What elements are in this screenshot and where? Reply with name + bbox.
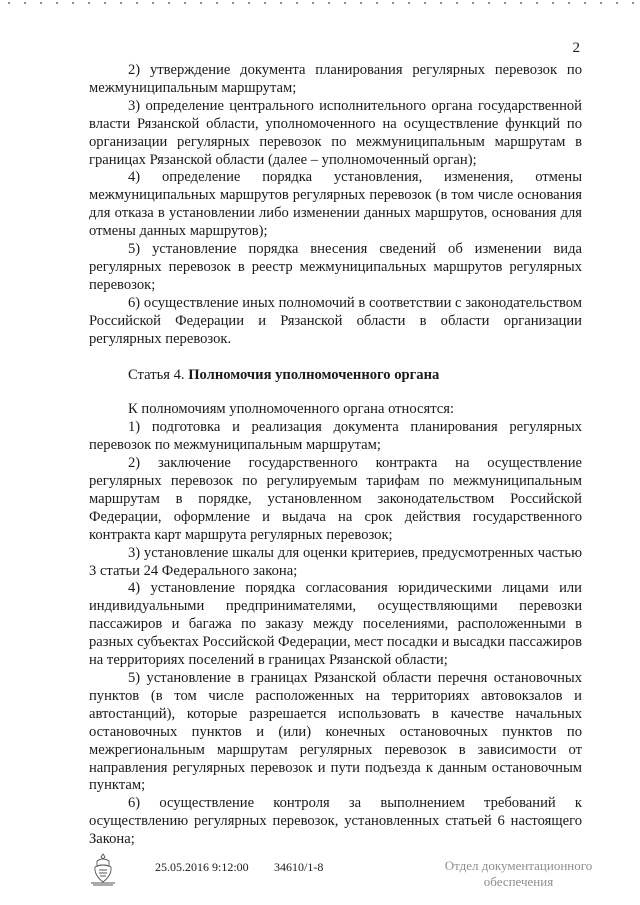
binding-dot <box>184 2 186 4</box>
binding-dot <box>248 2 250 4</box>
binding-dot <box>88 2 90 4</box>
paragraph: 3) установление шкалы для оценки критериев, предусмотренных частью 3 статьи 24 Федерального закона; <box>89 544 582 579</box>
article-heading <box>89 367 582 385</box>
paragraph: 1) подготовка и реализация документа планирования регулярных перевозок по межмуниципальным маршрутам; <box>89 419 582 454</box>
binding-dot <box>312 2 314 4</box>
page-number: 2 <box>572 40 580 56</box>
binding-dot <box>200 2 202 4</box>
binding-dot <box>72 2 74 4</box>
paragraph: 2) заключение государственного контракта на осуществление регулярных перевозок по регулируемым тарифам по межмуниципальным маршрутам в порядке, установленном законодательством Российской Федерации, оформление и выдача на срок действия государственного контракта карт маршрута регулярных перевозок; <box>89 455 582 543</box>
binding-dot <box>440 2 442 4</box>
paragraph: К полномочиям уполномоченного органа относятся: <box>128 401 455 418</box>
binding-dot <box>408 2 410 4</box>
binding-dot <box>24 2 26 4</box>
article-title: Полномочия уполномоченного органа <box>188 366 440 383</box>
footer-date: 25.05.2016 9:12:00 <box>155 860 249 874</box>
binding-dot <box>600 2 602 4</box>
binding-dot <box>120 2 122 4</box>
binding-dot <box>456 2 458 4</box>
binding-dot <box>488 2 490 4</box>
paragraph: 5) установление в границах Рязанской области перечня остановочных пунктов (в том числе расположенных на территориях автовокзалов и автостанций), которые разрешается использовать в качестве начальных остановочных пунктов и (или) конечных остановочных пунктов по межрегиональным маршрутам регулярных перевозок в зависимости от направления регулярных перевозок и пути подъезда к данным остановочным пунктам; <box>89 670 582 794</box>
binding-dot <box>216 2 218 4</box>
binding-dot <box>168 2 170 4</box>
binding-dot <box>296 2 298 4</box>
document-body <box>89 62 582 849</box>
paragraph: 6) осуществление контроля за выполнением требований к осуществлению регулярных перевозок, установленных статьей 6 настоящего Закона; <box>89 795 582 848</box>
binding-dot <box>568 2 570 4</box>
page-footer <box>0 860 640 900</box>
binding-dot <box>104 2 106 4</box>
binding-dot <box>136 2 138 4</box>
binding-dot <box>504 2 506 4</box>
coat-of-arms-icon <box>88 852 118 886</box>
binding-dot <box>56 2 58 4</box>
binding-dot <box>360 2 362 4</box>
binding-dot <box>472 2 474 4</box>
stamp-line: Отдел документационного <box>444 858 593 873</box>
binding-dot <box>616 2 618 4</box>
paragraph: 4) определение порядка установления, изменения, отмены межмуниципальных маршрутов регулярных перевозок (в том числе основания для отказа в установлении либо изменении данных маршрутов, основания для отмены данных маршрутов); <box>89 169 582 240</box>
binding-dot <box>280 2 282 4</box>
binding-marks <box>0 0 640 8</box>
paragraph: 2) утверждение документа планирования регулярных перевозок по межмуниципальным маршрутам; <box>89 62 582 96</box>
binding-dot <box>232 2 234 4</box>
binding-dot <box>520 2 522 4</box>
binding-dot <box>8 2 10 4</box>
binding-dot <box>392 2 394 4</box>
paragraph: 3) определение центрального исполнительного органа государственной власти Рязанской области, уполномоченного на осуществление функций по организации регулярных перевозок по межмуниципальным маршрутам в границах Рязанской области (далее – уполномоченный орган); <box>89 97 582 168</box>
binding-dot <box>552 2 554 4</box>
binding-dot <box>152 2 154 4</box>
binding-dot <box>584 2 586 4</box>
binding-dot <box>424 2 426 4</box>
binding-dot <box>264 2 266 4</box>
paragraph: 6) осуществление иных полномочий в соответствии с законодательством Российской Федерации и Рязанской области в области организации регулярных перевозок. <box>89 294 582 347</box>
footer-document-code: 34610/1-8 <box>274 860 324 874</box>
article-prefix: Статья 4. <box>128 366 189 383</box>
binding-dot <box>376 2 378 4</box>
paragraph: 5) установление порядка внесения сведений об изменении вида регулярных перевозок в реестр межмуниципальных маршрутов регулярных перевозок; <box>89 241 582 293</box>
office-stamp <box>436 858 601 890</box>
binding-dot <box>328 2 330 4</box>
binding-dot <box>344 2 346 4</box>
stamp-line: обеспечения <box>483 874 554 889</box>
binding-dot <box>632 2 634 4</box>
binding-dot <box>536 2 538 4</box>
paragraph: 4) установление порядка согласования юридическими лицами или индивидуальными предпринимателями, осуществляющими перевозки пассажиров и багажа по заказу между поселениями, расположенными в разных субъектах Российской Федерации, мест посадки и высадки пассажиров на территориях поселений в границах Рязанской области; <box>89 580 582 669</box>
binding-dot <box>40 2 42 4</box>
